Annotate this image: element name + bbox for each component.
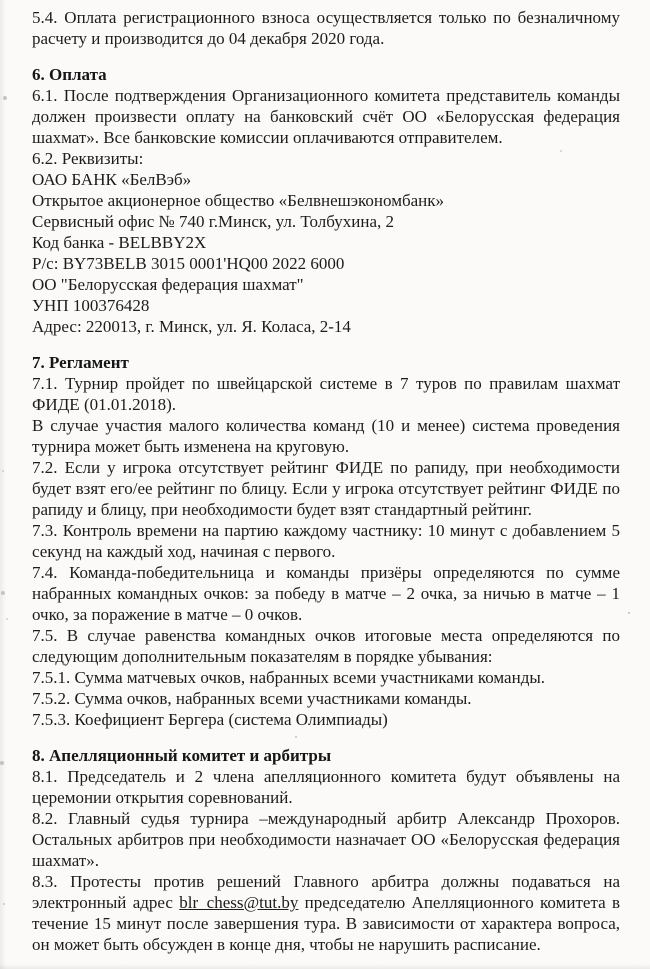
paragraph-7-5-1: 7.5.1. Сумма матчевых очков, набранных всеми участниками команды. [32,668,546,687]
paragraph-8-3-text-before-email: 8.3. Протесты против решений Главного арбитра должны подаваться на электронный адрес [32,872,620,912]
requisite-line-bank-name: ОАО БАНК «БелВэб» [32,170,192,189]
paragraph-7-4: 7.4. Команда-победительница и команды призёры определяются по сумме набранных командных очков: за победу в матче – 2 очка, за ничью в матче – 1 очко, за поражение в матче – 0 очков. [32,563,620,624]
paragraph-7-1: 7.1. Турнир пройдет по швейцарской системе в 7 туров по правилам шахмат ФИДЕ (01.01.2018). [32,374,620,414]
paragraph-7-5-3: 7.5.3. Коефициент Бергера (система Олимпиады) [32,710,388,729]
paragraph-6-1: 6.1. После подтверждения Организационного комитета представитель команды должен произвести оплату на банковский счёт ОО «Белорусская федерация шахмат». Все банковские комиссии оплачиваются отправителем. [32,86,620,147]
paragraph-7-3: 7.3. Контроль времени на партию каждому частнику: 10 минут с добавлением 5 секунд на каждый ход, начиная с первого. [32,521,620,561]
scan-speckles [0,0,2,2]
paragraph-5-4: 5.4. Оплата регистрационного взноса осуществляется только по безналичному расчету и производится до 04 декабря 2020 года. [32,8,620,48]
requisite-line-organization: ОО "Белорусская федерация шахмат" [32,275,304,294]
paragraph-7-5-2: 7.5.2. Сумма очков, набранных всеми участниками команды. [32,689,472,708]
paragraph-6-2: 6.2. Реквизиты: [32,149,144,168]
paragraph-7-2: 7.2. Если у игрока отсутствует рейтинг ФИДЕ по рапиду, при необходимости будет взят его/ее рейтинг по блицу. Если у игрока отсутствует рейтинг ФИДЕ по рапиду и блицу, при необходимости будет взят стандартный рейтинг. [32,458,620,519]
section-7-heading: 7. Регламент [32,353,129,372]
section-8-heading: 8. Апелляционный комитет и арбитры [32,746,332,765]
requisite-line-address: Адрес: 220013, г. Минск, ул. Я. Коласа, 2-14 [32,317,351,336]
requisite-line-account: Р/с: BY73BELB 3015 0001'HQ00 2022 6000 [32,254,345,273]
paragraph-8-3-text-after-email: председателю Апелляционного комитета в течение 15 минут после завершения тура. В зависимости от характера вопроса, он может быть обсужден в конце дня, чтобы не нарушить расписание. [32,893,620,954]
paragraph-7-5: 7.5. В случае равенства командных очков итоговые места определяются по следующим дополнительным показателям в порядке убывания: [32,626,620,666]
paragraph-7-1-continuation: В случае участия малого количества команд (10 и менее) система проведения турнира может быть изменена на круговую. [32,416,620,456]
paragraph-8-2: 8.2. Главный судья турнира –международный арбитр Александр Прохоров. Остальных арбитров при необходимости назначает ОО «Белорусская федерация шахмат». [32,809,620,870]
requisite-line-unp: УНП 100376428 [32,296,150,315]
requisite-line-bank-fullname: Открытое акционерное общество «Белвнешэкономбанк» [32,191,445,210]
paragraph-8-3 [32,871,620,955]
email-address: blr_chess@tut.by [179,893,299,912]
paragraph-8-1: 8.1. Председатель и 2 члена апелляционного комитета будут объявлены на церемонии открытия соревнований. [32,767,620,807]
section-6-heading: 6. Оплата [32,65,107,84]
requisite-line-bank-code: Код банка - BELBBY2X [32,233,207,252]
requisite-line-office: Сервисный офис № 740 г.Минск, ул. Толбухина, 2 [32,212,395,231]
